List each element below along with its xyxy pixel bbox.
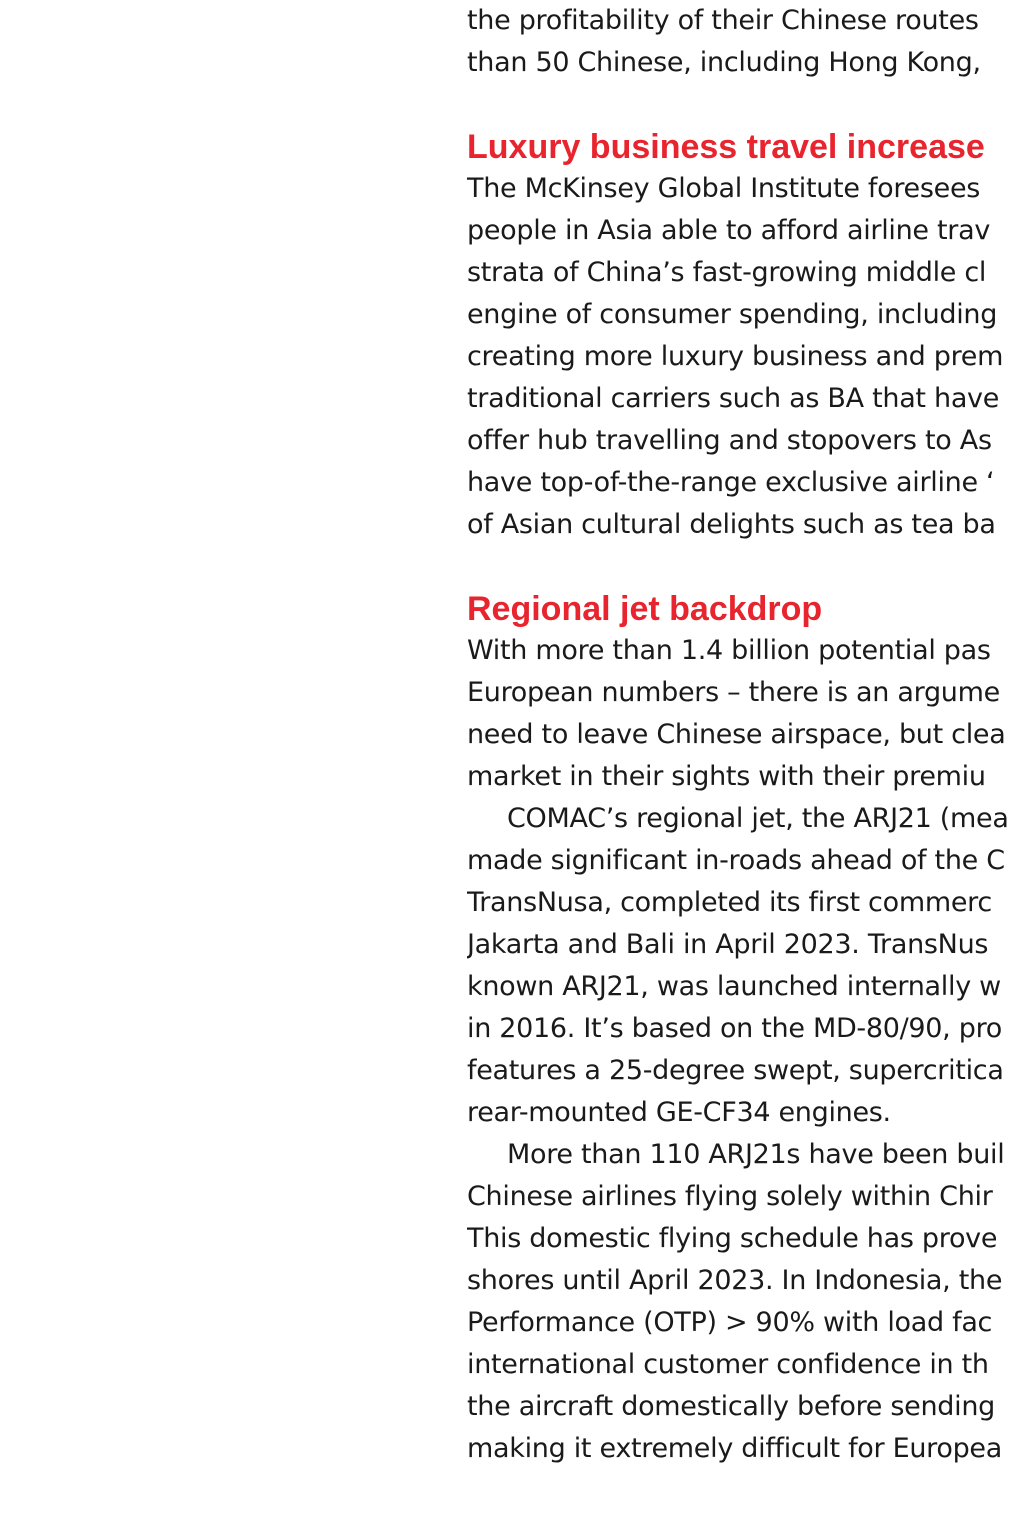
text-line: features a 25-degree swept, supercritica: [467, 1055, 1004, 1086]
text-line: in 2016. It’s based on the MD-80/90, pro: [467, 1013, 1003, 1044]
text-line: TransNusa, completed its first commerc: [467, 887, 992, 918]
text-line: market in their sights with their premiu: [467, 761, 986, 792]
text-line: known ARJ21, was launched internally w: [467, 971, 1001, 1002]
text-line: rear-mounted GE-CF34 engines.: [467, 1097, 891, 1128]
text-line: strata of China’s fast-growing middle cl: [467, 257, 987, 288]
section-heading-luxury: Luxury business travel increase: [467, 128, 985, 166]
article-column: [467, 0, 1024, 1470]
text-line: the profitability of their Chinese routes: [467, 5, 979, 36]
text-line: European numbers – there is an argume: [467, 677, 1000, 708]
text-line: With more than 1.4 billion potential pas: [467, 635, 991, 666]
text-line: offer hub travelling and stopovers to As: [467, 425, 992, 456]
text-line: The McKinsey Global Institute foresees: [467, 173, 981, 204]
text-line: than 50 Chinese, including Hong Kong,: [467, 47, 981, 78]
text-line: This domestic flying schedule has prove: [467, 1223, 998, 1254]
text-line: creating more luxury business and prem: [467, 341, 1004, 372]
text-line: have top-of-the-range exclusive airline ‘: [467, 467, 995, 498]
text-line: engine of consumer spending, including: [467, 299, 998, 330]
text-line: More than 110 ARJ21s have been buil: [507, 1139, 1005, 1170]
text-line: the aircraft domestically before sending: [467, 1391, 995, 1422]
text-line: Performance (OTP) > 90% with load fac: [467, 1307, 993, 1338]
paragraph-gap: [467, 546, 1024, 588]
text-line: made significant in-roads ahead of the C: [467, 845, 1005, 876]
text-line: making it extremely difficult for Europea: [467, 1433, 1002, 1464]
text-line: Jakarta and Bali in April 2023. TransNus: [467, 929, 989, 960]
text-line: of Asian cultural delights such as tea ba: [467, 509, 996, 540]
text-line: Chinese airlines flying solely within Chir: [467, 1181, 993, 1212]
text-line: shores until April 2023. In Indonesia, the: [467, 1265, 1003, 1296]
text-line: COMAC’s regional jet, the ARJ21 (mea: [507, 803, 1009, 834]
section-heading-regional: Regional jet backdrop: [467, 590, 823, 628]
paragraph-gap: [467, 84, 1024, 126]
text-line: traditional carriers such as BA that have: [467, 383, 1000, 414]
text-line: people in Asia able to afford airline trav: [467, 215, 991, 246]
text-line: international customer confidence in th: [467, 1349, 989, 1380]
text-line: need to leave Chinese airspace, but clea: [467, 719, 1006, 750]
